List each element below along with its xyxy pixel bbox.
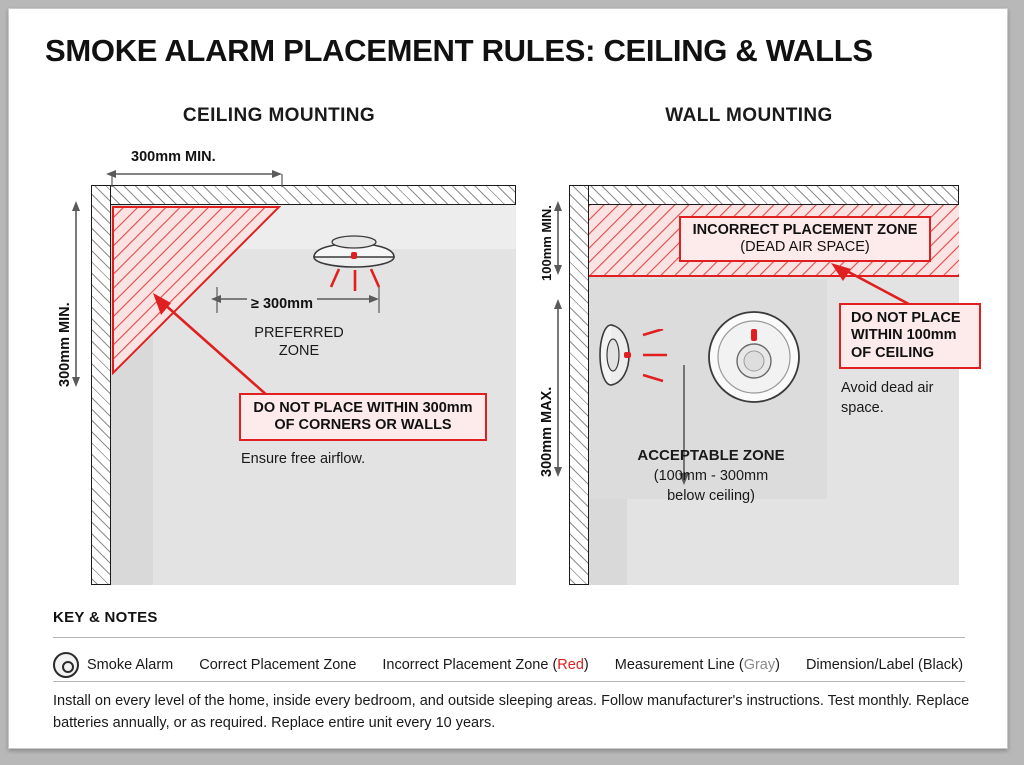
smoke-alarm-icon [53,652,79,678]
wall-panel-heading: WALL MOUNTING [665,105,833,126]
key-item-incorrect-zone-color: Red [557,657,584,673]
wall-warning-box [839,303,981,369]
key-divider-bottom [53,681,965,682]
ceiling-panel-heading: CEILING MOUNTING [182,105,376,126]
key-item-correct-zone: Correct Placement Zone [199,657,357,673]
ceiling-diagram [49,149,519,589]
key-item-measurement-line-label: Measurement Line ( [614,657,744,673]
ceiling-slab [91,185,516,205]
acceptable-zone-line2: (100mm - 300mm [653,468,769,484]
key-divider-top [53,637,965,638]
ceiling-warning-line2: OF CORNERS OR WALLS [274,417,452,433]
wall-warning-line3: OF CEILING [851,344,934,361]
ceiling-warning-arrow [147,289,277,404]
wall-side-dimension-label: 300mm MAX. [539,386,555,477]
key-legend-row [53,652,973,678]
key-notes-text: Install on every level of the home, inside every bedroom, and outside sleeping areas. Follow manufacturer's instructions. Test monthly. Replace batteries annually, or as required. Replace entire unit every 10 years. [53,693,970,731]
acceptable-zone-line3: below ceiling) [667,488,755,504]
ceiling-warning-box [239,393,487,441]
ceiling-top-dimension-label: 300mm MIN. [131,149,216,165]
incorrect-zone-line2: (DEAD AIR SPACE) [740,239,870,255]
key-item-dimension-label: Dimension/Label (Black) [805,657,964,673]
page-title: SMOKE ALARM PLACEMENT RULES: CEILING & WALLS [45,33,873,68]
wall-panel-side-wall [569,185,589,585]
wall-note-line1: Avoid dead air [841,380,934,396]
ceiling-note: Ensure free airflow. [241,451,366,467]
wall-warning-line2: WITHIN 100mm [851,327,957,344]
acceptable-zone-line1: ACCEPTABLE ZONE [637,447,785,464]
wall-slab [91,185,111,585]
key-item-smoke-alarm-label: Smoke Alarm [87,657,174,673]
key-item-incorrect-zone [382,657,588,673]
key-item-measurement-line-tail: ) [775,657,780,673]
wall-note-line2: space. [841,400,884,416]
wall-top-dimension-label: 100mm MIN. [539,205,554,281]
key-item-incorrect-zone-tail: ) [583,657,589,673]
incorrect-zone-line1: INCORRECT PLACEMENT ZONE [692,221,918,238]
preferred-zone-label-line1: PREFERRED [254,325,344,341]
key-item-measurement-line-color: Gray [743,657,776,673]
preferred-zone-label-line2: ZONE [278,343,320,359]
diagram-page [8,8,1008,749]
wall-warning-line1: DO NOT PLACE [851,310,961,327]
smoke-alarm-front-icon [706,309,802,405]
ceiling-left-dimension-label: 300mm MIN. [57,302,73,387]
preferred-zone-dimension-label: ≥ 300mm [247,296,317,312]
wall-diagram [521,169,981,589]
ceiling-warning-line1: DO NOT PLACE WITHIN 300mm [253,399,473,416]
key-section-title: KEY & NOTES [53,609,158,626]
wall-panel-ceiling-slab [569,185,959,205]
key-item-smoke-alarm [53,652,173,678]
key-item-incorrect-zone-label: Incorrect Placement Zone ( [382,657,558,673]
key-item-measurement-line [615,657,780,673]
